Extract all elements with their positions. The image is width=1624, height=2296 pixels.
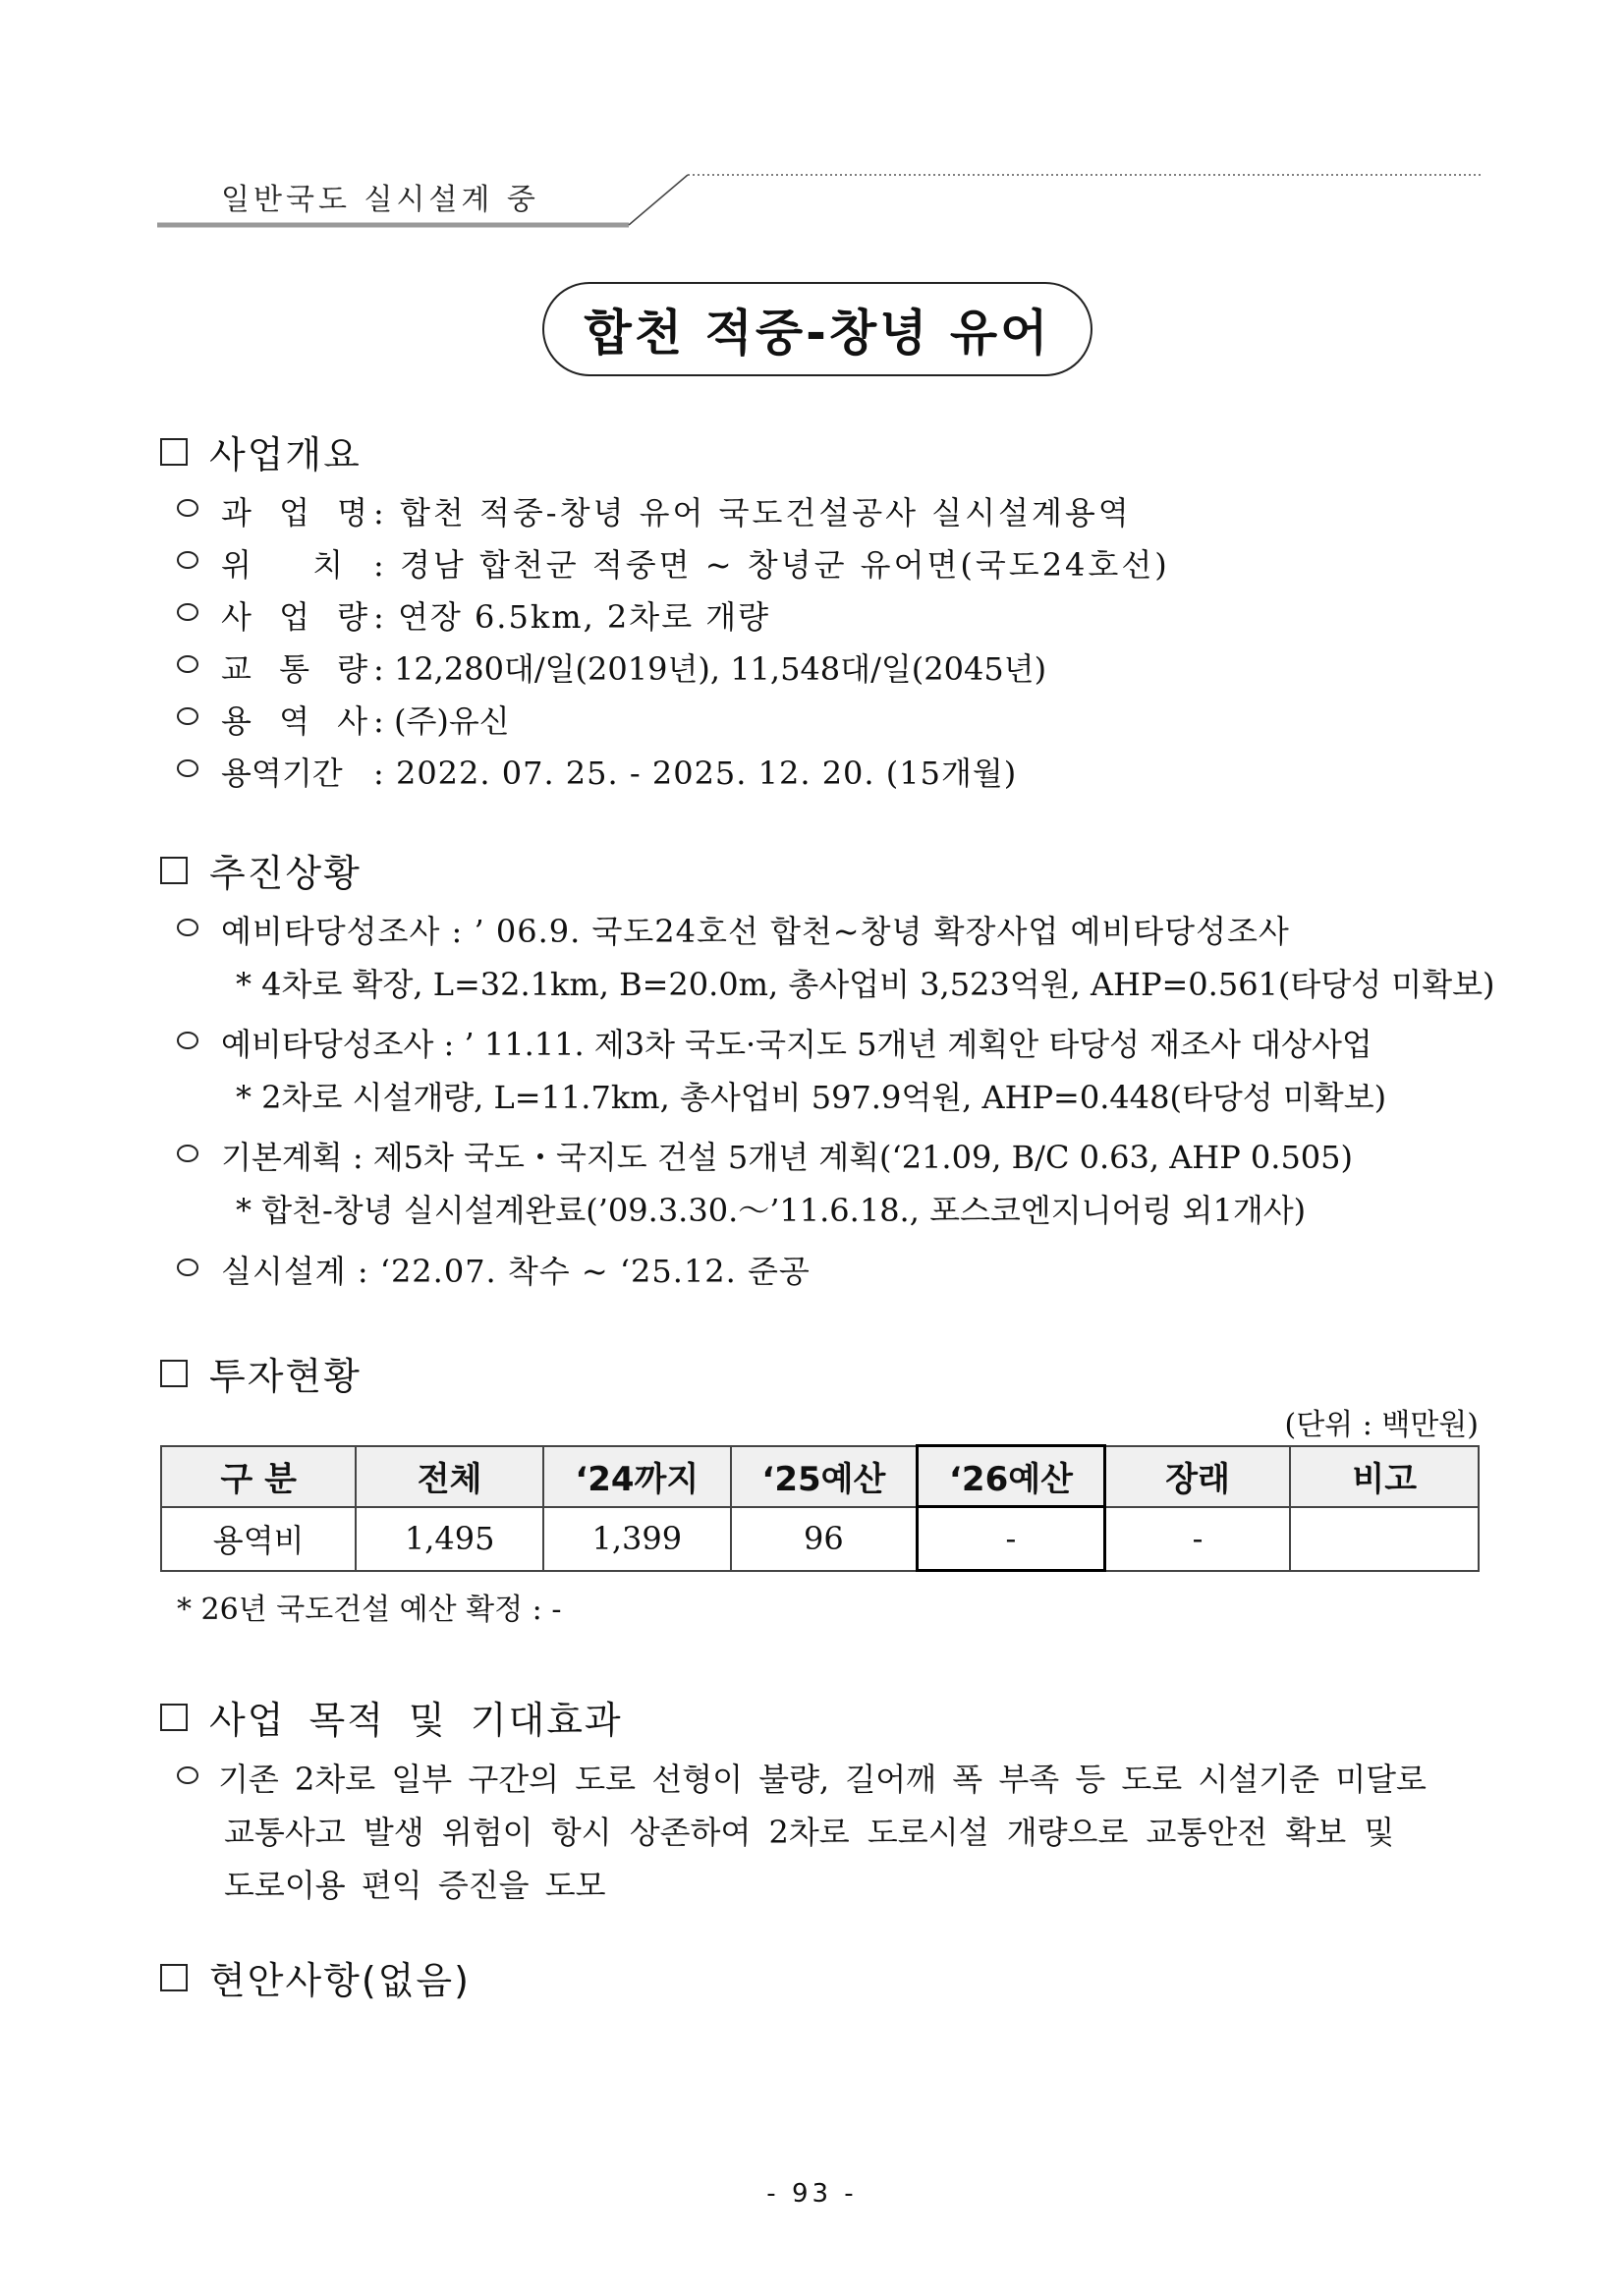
- column-header: ‘25예산: [731, 1446, 918, 1507]
- column-header: 구 분: [161, 1446, 356, 1507]
- unit-label: (단위 : 백만원): [1284, 1408, 1479, 1442]
- checkbox-square-icon: [160, 438, 188, 466]
- purpose-line: 교통사고 발생 위험이 항시 상존하여 2차로 도로시설 개량으로 교통안전 확보 및: [224, 1814, 1395, 1851]
- checkbox-square-icon: [160, 857, 188, 884]
- section-title: 사업개요: [209, 433, 362, 476]
- column-header: 비고: [1290, 1446, 1479, 1507]
- section-issues-heading: [160, 1950, 471, 2004]
- column-header: ‘24까지: [543, 1446, 731, 1507]
- circle-bullet-icon: [177, 919, 198, 936]
- header-label: 일반국도 실시설계 중: [221, 183, 539, 217]
- overview-value: : 경남 합천군 적중면 ~ 창녕군 유어면(국도24호선): [373, 546, 1170, 584]
- column-header: 전체: [356, 1446, 543, 1507]
- column-header: 장래: [1104, 1446, 1290, 1507]
- circle-bullet-icon: [177, 1259, 198, 1276]
- section-purpose-heading: [160, 1690, 623, 1744]
- column-header: ‘26예산: [918, 1446, 1105, 1507]
- section-title: 추진상황: [209, 852, 362, 895]
- section-title: 현안사항(없음): [209, 1959, 471, 2002]
- section-title: 사업 목적 및 기대효과: [209, 1699, 623, 1742]
- purpose-line: 기존 2차로 일부 구간의 도로 선형이 불량, 길어깨 폭 부족 등 도로 시설기준 미달로: [218, 1761, 1427, 1798]
- progress-note: * 4차로 확장, L=32.1km, B=20.0m, 총사업비 3,523억원, AHP=0.561(타당성 미확보): [236, 966, 1495, 1003]
- section-overview-heading: [160, 424, 362, 478]
- page-number: - 93 -: [766, 2179, 858, 2209]
- section-title: 투자현황: [209, 1355, 362, 1398]
- circle-bullet-icon: [177, 1032, 198, 1049]
- document-title: 합천 적중-창녕 유어: [542, 282, 1092, 376]
- progress-item: 기본계획 : 제5차 국도・국지도 건설 5개년 계획(‘21.09, B/C 0.63, AHP 0.505): [221, 1139, 1354, 1176]
- overview-label: 과 업 명: [221, 494, 377, 532]
- purpose-line: 도로이용 편익 증진을 도모: [224, 1867, 606, 1904]
- overview-label: 위 치: [221, 546, 352, 584]
- circle-bullet-icon: [177, 499, 198, 517]
- table-cell: 1,495: [356, 1507, 543, 1571]
- overview-value: : 연장 6.5km, 2차로 개량: [373, 598, 771, 636]
- circle-bullet-icon: [177, 1145, 198, 1162]
- table-cell: 1,399: [543, 1507, 731, 1571]
- table-cell: 96: [731, 1507, 918, 1571]
- circle-bullet-icon: [177, 603, 198, 621]
- overview-value: : 2022. 07. 25. - 2025. 12. 20. (15개월): [373, 755, 1018, 792]
- overview-label: 용역기간: [221, 755, 343, 792]
- table-header-row: [161, 1446, 1479, 1507]
- investment-table: [160, 1444, 1480, 1572]
- checkbox-square-icon: [160, 1360, 188, 1387]
- overview-label: 용 역 사: [221, 702, 377, 740]
- table-row: [161, 1507, 1479, 1571]
- overview-value: : (주)유신: [373, 702, 510, 740]
- progress-item: 실시설계 : ‘22.07. 착수 ~ ‘25.12. 준공: [221, 1253, 811, 1290]
- circle-bullet-icon: [177, 759, 198, 777]
- table-cell: 용역비: [161, 1507, 356, 1571]
- overview-value: : 12,280대/일(2019년), 11,548대/일(2045년): [373, 650, 1047, 688]
- table-cell: -: [1104, 1507, 1290, 1571]
- overview-value: : 합천 적중-창녕 유어 국도건설공사 실시설계용역: [373, 494, 1132, 532]
- circle-bullet-icon: [177, 655, 198, 673]
- section-investment-heading: [160, 1346, 362, 1400]
- progress-note: * 2차로 시설개량, L=11.7km, 총사업비 597.9억원, AHP=0.448(타당성 미확보): [236, 1079, 1387, 1116]
- checkbox-square-icon: [160, 1964, 188, 1991]
- section-progress-heading: [160, 843, 362, 897]
- progress-note: * 합천-창녕 실시설계완료(’09.3.30.～’11.6.18., 포스코엔지니어링 외1개사): [236, 1192, 1307, 1229]
- circle-bullet-icon: [177, 1766, 198, 1784]
- overview-label: 교 통 량: [221, 650, 377, 688]
- progress-item: 예비타당성조사 : ’ 06.9. 국도24호선 합천~창녕 확장사업 예비타당성조사: [221, 913, 1290, 950]
- circle-bullet-icon: [177, 551, 198, 569]
- table-cell: -: [918, 1507, 1105, 1571]
- circle-bullet-icon: [177, 707, 198, 725]
- investment-footnote: * 26년 국도건설 예산 확정 : -: [177, 1593, 562, 1627]
- table-cell: [1290, 1507, 1479, 1571]
- overview-label: 사 업 량: [221, 598, 377, 636]
- progress-item: 예비타당성조사 : ’ 11.11. 제3차 국도·국지도 5개년 계획안 타당성 재조사 대상사업: [221, 1026, 1372, 1063]
- checkbox-square-icon: [160, 1704, 188, 1731]
